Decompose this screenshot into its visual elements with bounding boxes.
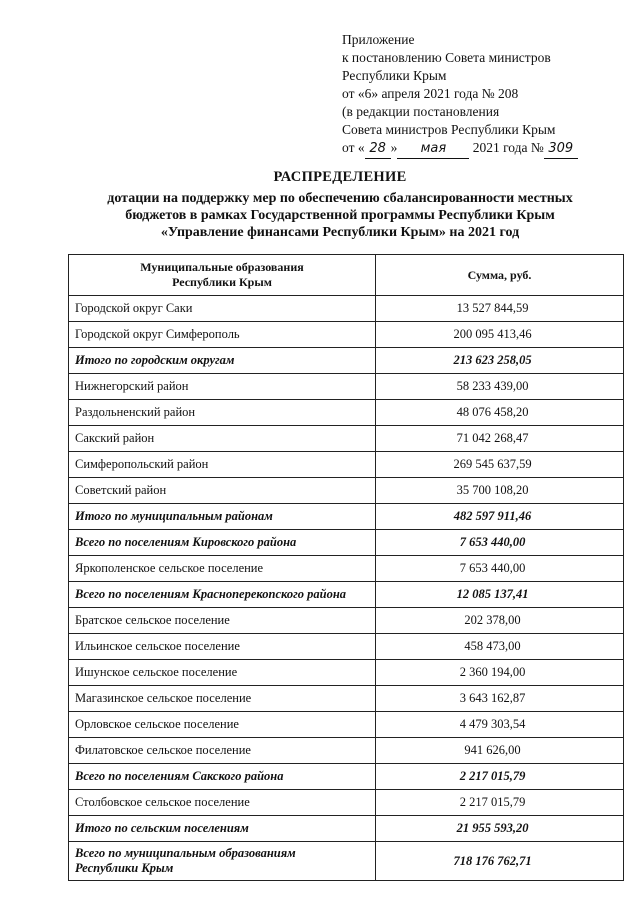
date-year: 2021 года № (472, 140, 544, 155)
table-row (69, 322, 624, 348)
row-name: Нижнегорский район (69, 374, 376, 400)
row-value: 3 643 162,87 (376, 686, 624, 712)
row-value: 21 955 593,20 (376, 816, 624, 842)
subtitle-line: дотации на поддержку мер по обеспечению сбалансированности местных (107, 191, 573, 206)
row-name: Советский район (69, 478, 376, 504)
row-value: 35 700 108,20 (376, 478, 624, 504)
row-name: Ишунское сельское поселение (69, 660, 376, 686)
subtitle-line: «Управление финансами Республики Крым» на 2021 год (160, 225, 520, 240)
subtotal-row (69, 504, 624, 530)
table-row (69, 556, 624, 582)
handwritten-day: 28 (365, 140, 391, 159)
header-line: Приложение (342, 32, 415, 47)
row-name: Городской округ Симферополь (69, 322, 376, 348)
subtotal-row (69, 582, 624, 608)
row-name: Итого по муниципальным районам (69, 504, 376, 530)
table-row (69, 634, 624, 660)
date-separator: » (390, 140, 398, 155)
table-row (69, 478, 624, 504)
amendment-date-line (342, 139, 632, 159)
table-row (69, 738, 624, 764)
row-name: Всего по муниципальным образованиям Республики Крым (69, 842, 376, 881)
subtitle-line: бюджетов в рамках Государственной программы Республики Крым (125, 208, 555, 223)
row-name: Итого по сельским поселениям (69, 816, 376, 842)
row-value: 2 217 015,79 (376, 764, 624, 790)
row-value: 482 597 911,46 (376, 504, 624, 530)
table-row (69, 374, 624, 400)
header-line: Республики Крым (342, 68, 447, 83)
table-row (69, 660, 624, 686)
table-row (69, 790, 624, 816)
column-header-amount: Сумма, руб. (376, 255, 624, 296)
row-value: 2 360 194,00 (376, 660, 624, 686)
row-value: 269 545 637,59 (376, 452, 624, 478)
row-name: Сакский район (69, 426, 376, 452)
row-name: Магазинское сельское поселение (69, 686, 376, 712)
row-value: 200 095 413,46 (376, 322, 624, 348)
header-line: (в редакции постановления (342, 104, 500, 119)
row-value: 7 653 440,00 (376, 530, 624, 556)
row-value: 58 233 439,00 (376, 374, 624, 400)
row-name: Столбовское сельское поселение (69, 790, 376, 816)
table-row (69, 400, 624, 426)
row-name: Братское сельское поселение (69, 608, 376, 634)
grand-total-row (69, 842, 624, 881)
row-value: 13 527 844,59 (376, 296, 624, 322)
header-line: Совета министров Республики Крым (342, 122, 556, 137)
table-row (69, 712, 624, 738)
row-value: 7 653 440,00 (376, 556, 624, 582)
document-title: РАСПРЕДЕЛЕНИЕ (273, 169, 407, 185)
row-name: Филатовское сельское поселение (69, 738, 376, 764)
row-name: Ильинское сельское поселение (69, 634, 376, 660)
header-block (342, 31, 632, 159)
title-block (40, 169, 640, 241)
distribution-table (68, 254, 624, 881)
table-row (69, 608, 624, 634)
row-name: Всего по поселениям Сакского района (69, 764, 376, 790)
row-value: 213 623 258,05 (376, 348, 624, 374)
row-name: Яркополенское сельское поселение (69, 556, 376, 582)
table-row (69, 686, 624, 712)
row-value: 718 176 762,71 (376, 842, 624, 881)
header-line: от «6» апреля 2021 года № 208 (342, 86, 519, 101)
row-value: 2 217 015,79 (376, 790, 624, 816)
row-value: 71 042 268,47 (376, 426, 624, 452)
row-name: Раздольненский район (69, 400, 376, 426)
row-name: Симферопольский район (69, 452, 376, 478)
row-name: Итого по городским округам (69, 348, 376, 374)
row-value: 12 085 137,41 (376, 582, 624, 608)
table-header-row (69, 255, 624, 296)
table-row (69, 296, 624, 322)
subtotal-row (69, 530, 624, 556)
row-value: 202 378,00 (376, 608, 624, 634)
row-value: 941 626,00 (376, 738, 624, 764)
row-name: Всего по поселениям Красноперекопского района (69, 582, 376, 608)
table-row (69, 426, 624, 452)
row-value: 4 479 303,54 (376, 712, 624, 738)
handwritten-number: 309 (544, 140, 578, 159)
column-header-municipality: Муниципальные образования Республики Крым (69, 255, 376, 296)
row-name: Орловское сельское поселение (69, 712, 376, 738)
subtotal-row (69, 764, 624, 790)
handwritten-month: мая (397, 140, 469, 159)
row-value: 48 076 458,20 (376, 400, 624, 426)
date-prefix: от « (342, 140, 365, 155)
row-name: Всего по поселениям Кировского района (69, 530, 376, 556)
subtotal-row (69, 348, 624, 374)
row-name: Городской округ Саки (69, 296, 376, 322)
subtotal-row (69, 816, 624, 842)
table-row (69, 452, 624, 478)
row-value: 458 473,00 (376, 634, 624, 660)
header-line: к постановлению Совета министров (342, 50, 551, 65)
